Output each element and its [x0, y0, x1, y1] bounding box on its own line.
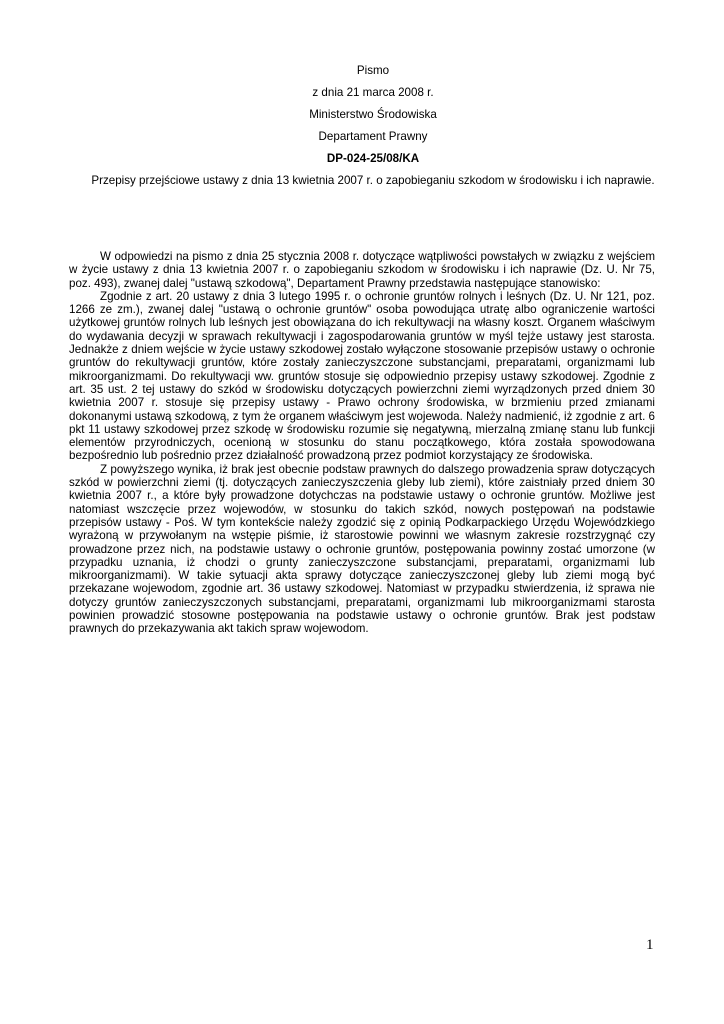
page-number: 1 [646, 937, 654, 953]
letter-header [88, 64, 658, 188]
letter-date: z dnia 21 marca 2008 r. [312, 86, 434, 99]
department-name: Departament Prawny [318, 130, 428, 143]
letter-subject: Przepisy przejściowe ustawy z dnia 13 kwietnia 2007 r. o zapobieganiu szkodom w środowisku i ich naprawie. [91, 174, 655, 187]
body-paragraph-2: Zgodnie z art. 20 ustawy z dnia 3 lutego 1995 r. o ochronie gruntów rolnych i leśnych (Dz. U. Nr 121, poz. 1266 ze zm.), zwanej dalej "ustawą o ochronie gruntów" osoba powodująca utratę albo ograniczenie wartości użytkowej gruntów rolnych lub leśnych jest obowiązana do ich rekultywacji na własny koszt. Organem właściwym do wydawania decyzji w sprawach rekultywacji i zagospodarowania gruntów w myśl tejże ustawy jest starosta. Jednakże z dniem wejście w życie ustawy szkodowej zostało wyłączone stosowanie przepisów ustawy o ochronie gruntów do rekultywacji gruntów, które zostały zanieczyszczone substancjami, preparatami, organizmami lub mikroorganizmami. Do rekultywacji ww. gruntów stosuje się odpowiednio przepisy ustawy szkodowej. Zgodnie z art. 35 ust. 2 tej ustawy do szkód w środowisku dotyczących powierzchni ziemi wyrządzonych przed dniem 30 kwietnia 2007 r. stosuje się przepisy ustawy - Prawo ochrony środowiska, w brzmieniu przed zmianami dokonanymi ustawą szkodową, z tym że organem właściwym jest wojewoda. Należy nadmienić, iż zgodnie z art. 6 pkt 11 ustawy szkodowej przez szkodę w środowisku rozumie się negatywną, mierzalną zmianę stanu lub funkcji elementów przyrodniczych, ocenioną w stosunku do stanu początkowego, która została spowodowana bezpośrednio lub pośrednio przez działalność prowadzoną przez podmiot korzystający ze środowiska. [69, 289, 655, 463]
letter-body [69, 250, 655, 636]
letter-title: Pismo [356, 64, 390, 77]
reference-number: DP-024-25/08/KA [326, 152, 420, 165]
ministry-name: Ministerstwo Środowiska [309, 108, 437, 121]
body-paragraph-3: Z powyższego wynika, iż brak jest obecnie podstaw prawnych do dalszego prowadzenia spraw dotyczących szkód w powierzchni ziemi (tj. dotyczących zanieczyszczenia gleby lub ziemi), które zaistniały przed dniem 30 kwietnia 2007 r., a które były prowadzone dotychczas na podstawie ustawy o ochronie gruntów. Możliwe jest natomiast wszczęcie przez wojewodów, w stosunku do takich szkód, nowych postępowań na podstawie przepisów ustawy - Poś. W tym kontekście należy zgodzić się z opinią Podkarpackiego Urzędu Wojewódzkiego wyrażoną w przywołanym na wstępie piśmie, iż starostowie powinni we własnym zakresie rozstrzygnąć czy prowadzone przez nich, na podstawie ustawy o ochronie gruntów, postępowania powinny zostać umorzone (w przypadku uznania, iż chodzi o grunty zanieczyszczone substancjami, preparatami, organizmami lub mikroorganizmami). W takie sytuacji akta sprawy dotyczące zanieczyszczonej gleby lub ziemi mogą być przekazane wojewodom, zgodnie art. 36 ustawy szkodowej. Natomiast w przypadku stwierdzenia, iż sprawa nie dotyczy gruntów zanieczyszczonych substancjami, preparatami, organizmami lub mikroorganizmami starosta powinien prowadzić stosowne postępowania na podstawie ustawy o ochronie gruntów. Brak jest podstaw prawnych do przekazywania akt takich spraw wojewodom. [69, 462, 655, 636]
body-paragraph-1: W odpowiedzi na pismo z dnia 25 stycznia 2008 r. dotyczące wątpliwości powstałych w związku z wejściem w życie ustawy z dnia 13 kwietnia 2007 r. o zapobieganiu szkodom w środowisku i ich naprawie (Dz. U. Nr 75, poz. 493), zwanej dalej "ustawą szkodową", Departament Prawny przedstawia następujące stanowisko: [69, 250, 655, 290]
